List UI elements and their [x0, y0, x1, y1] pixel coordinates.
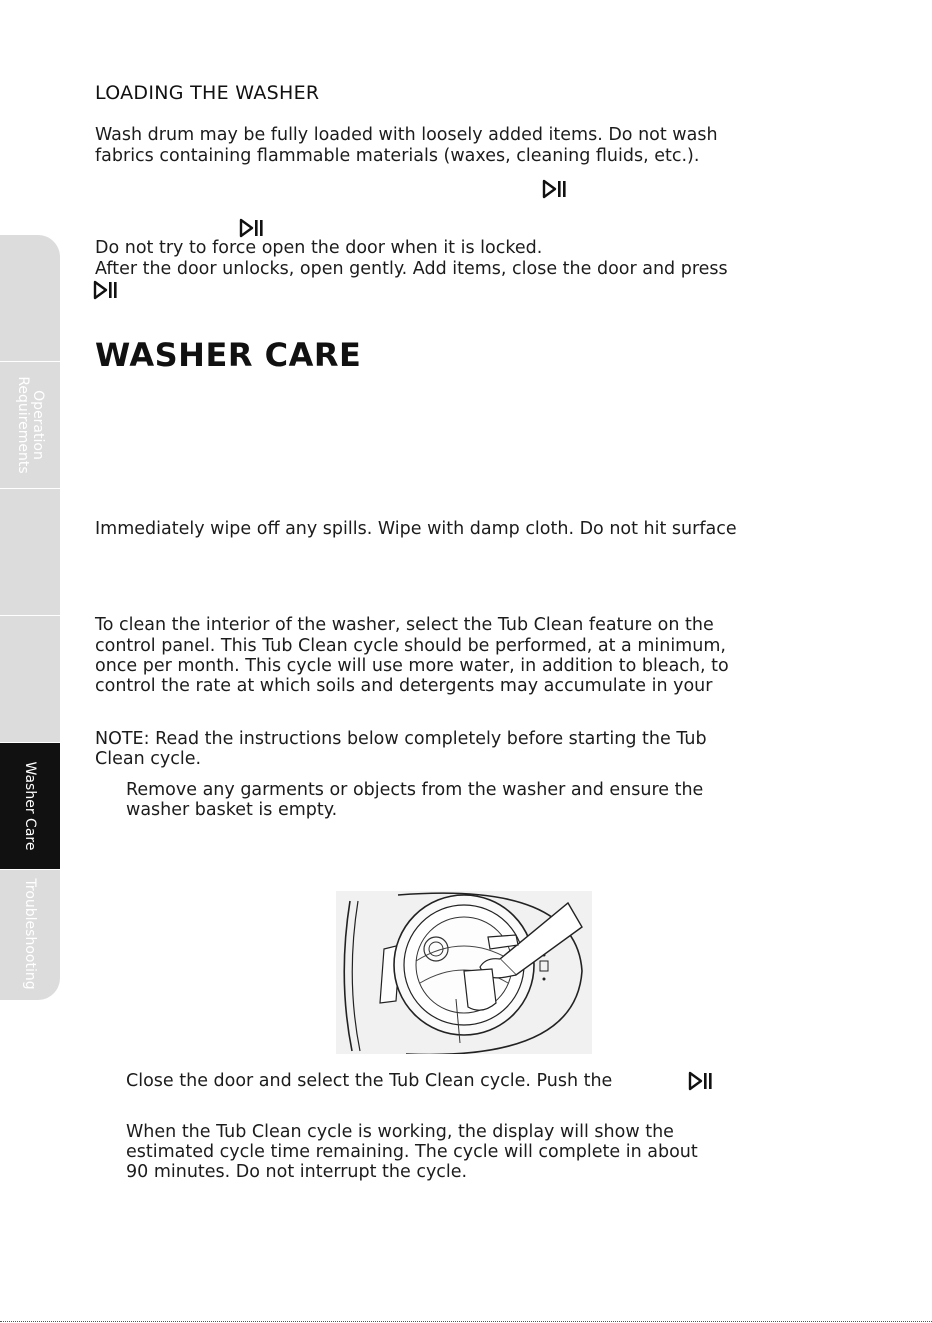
step-text-line: 90 minutes. Do not interrupt the cycle. [126, 1162, 468, 1182]
care-text-line: once per month. This cycle will use more water, in addition to bleach, to [95, 656, 729, 676]
loading-text-line: Do not try to force open the door when it is locked. [95, 238, 543, 258]
tab-label: Troubleshooting [22, 877, 38, 990]
step-text-line: Close the door and select the Tub Clean cycle. Push the [126, 1071, 613, 1091]
step-text-line: Remove any garments or objects from the washer and ensure the [126, 780, 704, 800]
loading-text-line: Wash drum may be fully loaded with loosely added items. Do not wash [95, 125, 718, 145]
play-pause-icon [542, 179, 568, 199]
tab-operation-requirements[interactable] [0, 362, 60, 489]
tab-blank-2[interactable] [0, 489, 60, 616]
loading-text-line: After the door unlocks, open gently. Add items, close the door and press [95, 259, 728, 279]
step-text-line: estimated cycle time remaining. The cycle will complete in about [126, 1142, 698, 1162]
tab-label: Operation Requirements [15, 376, 46, 474]
care-text-line: control panel. This Tub Clean cycle should be performed, at a minimum, [95, 636, 726, 656]
page-title: WASHER CARE [95, 336, 362, 374]
section-heading-loading: LOADING THE WASHER [95, 82, 320, 104]
step-text-line: washer basket is empty. [126, 800, 338, 820]
care-text-line: Immediately wipe off any spills. Wipe with damp cloth. Do not hit surface [95, 519, 737, 539]
tab-blank-1[interactable] [0, 235, 60, 362]
tab-troubleshooting[interactable] [0, 870, 60, 997]
step-text-line: When the Tub Clean cycle is working, the display will show the [126, 1122, 674, 1142]
washer-illustration [336, 891, 592, 1054]
play-pause-icon [239, 218, 265, 238]
note-line [95, 729, 707, 750]
section-tabs [0, 235, 60, 1000]
tab-label: Washer Care [22, 761, 38, 851]
play-pause-icon [93, 280, 119, 300]
tab-washer-care[interactable] [0, 743, 60, 870]
tab-blank-3[interactable] [0, 616, 60, 743]
care-text-line: To clean the interior of the washer, select the Tub Clean feature on the [95, 615, 714, 635]
note-line: Clean cycle. [95, 749, 202, 769]
footer-divider [0, 1321, 932, 1322]
loading-text-line: fabrics containing flammable materials (waxes, cleaning fluids, etc.). [95, 146, 700, 166]
note-label: NOTE: [95, 729, 150, 749]
care-text-line: control the rate at which soils and detergents may accumulate in your [95, 676, 713, 696]
play-pause-icon [688, 1071, 714, 1091]
note-text: Read the instructions below completely before starting the Tub [149, 729, 707, 749]
